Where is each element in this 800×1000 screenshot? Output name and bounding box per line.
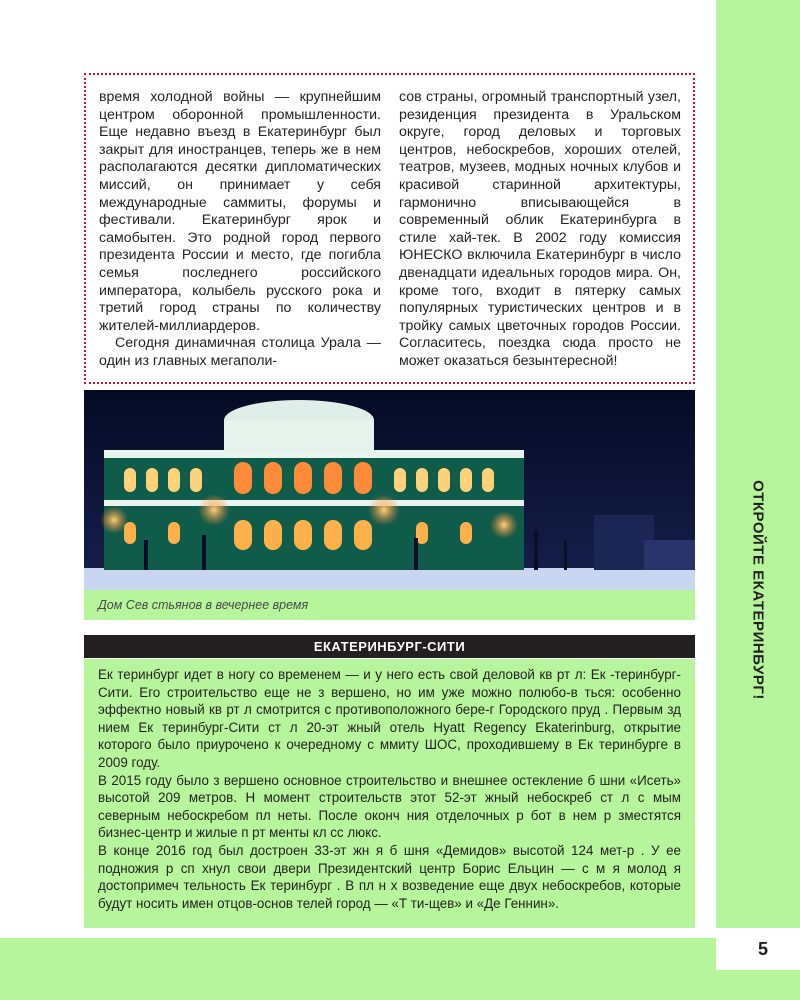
sevastyanov-house-photo bbox=[84, 390, 695, 590]
intro-paragraph: сов страны, огромный транспортный узел, резиденция президента в Уральском округе, город деловых и торговых центров, небоскребов, хороших отелей, театров, музеев, модных ночных клубов и красивой старинной архитектуры, гармонично вписывающейся в современный облик Екатеринбурга в стиле хай-тек. В 2002 году комиссия ЮНЕСКО включила Екатеринбург в число двенадцати идеальных городов мира. Он, кроме того, входит в пятерку самых популярных туристических центров и в тройку самых цветочных городов России. Согласитесь, поездка сюда просто не может оказаться безынтересной! bbox=[399, 89, 681, 369]
photo-caption: Дом Сев стьянов в вечернее время bbox=[98, 598, 309, 612]
bottom-accent-bar bbox=[0, 938, 716, 1000]
photo-caption-strip bbox=[84, 590, 695, 620]
intro-left-column bbox=[99, 89, 381, 371]
intro-paragraph: Сегодня динамичная столица Урала — один из главных мегаполи- bbox=[99, 335, 381, 369]
intro-right-column bbox=[399, 89, 681, 371]
section-title: ОТКРОЙТЕ ЕКАТЕРИНБУРГ! bbox=[749, 480, 767, 700]
intro-paragraph: время холодной войны — крупнейшим центром оборонной промышленности. Еще недавно въезд в Екатеринбург был закрыт для иностранцев, теперь же в нем располагаются десятки дипломатических миссий, он принимает у себя международные саммиты, форумы и фестивали. Екатеринбург ярок и самобытен. Это родной город первого президента России и место, где погибла семья последнего российского императора, колыбель русского рока и третий город страны по количеству жителей-миллиардеров. bbox=[99, 89, 381, 334]
page-number: 5 bbox=[757, 938, 768, 959]
sidebar-box bbox=[84, 659, 695, 928]
sidebar-paragraph: В 2015 году было з вершено основное строительство и внешнее остекление б шни «Исеть» высотой 209 метров. Н момент строительств этот 52-эт жный небоскреб ст л с мым северным небоскребом пл неты. После оконч ния отделочных р бот в нем р зместятся бизнес-центр и жилые п рт менты кл сс люкс. bbox=[98, 772, 681, 841]
sidebar-text bbox=[98, 666, 681, 912]
page-number-box bbox=[716, 928, 800, 970]
sidebar-paragraph: В конце 2016 год был достроен 33-эт жн я б шня «Демидов» высотой 124 мет-р . У ее подножия р сп хнул свои двери Президентский центр Борис Ельцин — с м я молод я достопримеч тельность Ек теринбург . В пл н х возведение еще двух небоскребов, которые будут носить имен отцов-основ телей город — «Т ти-щев» и «Де Геннин». bbox=[98, 842, 681, 911]
sidebar-paragraph: Ек теринбург идет в ногу со временем — и у него есть свой деловой кв рт л: Ек -теринбург-Сити. Его строительство еще не з вершено, но им уже можно полюбо-в ться: особенно эффектно новый кв рт л смотрится с противоположного бере-г Городского пруд . Первым зд нием Ек теринбург-Сити ст л 20-эт жный отель Hyatt Regency Ekaterinburg, открытие которого было приурочено к очередному с ммиту ШОС, проходившему в Ек теринбурге в 2009 году. bbox=[98, 667, 681, 770]
sidebar-title: ЕКАТЕРИНБУРГ-СИТИ bbox=[84, 635, 695, 658]
intro-text-box bbox=[84, 73, 695, 384]
